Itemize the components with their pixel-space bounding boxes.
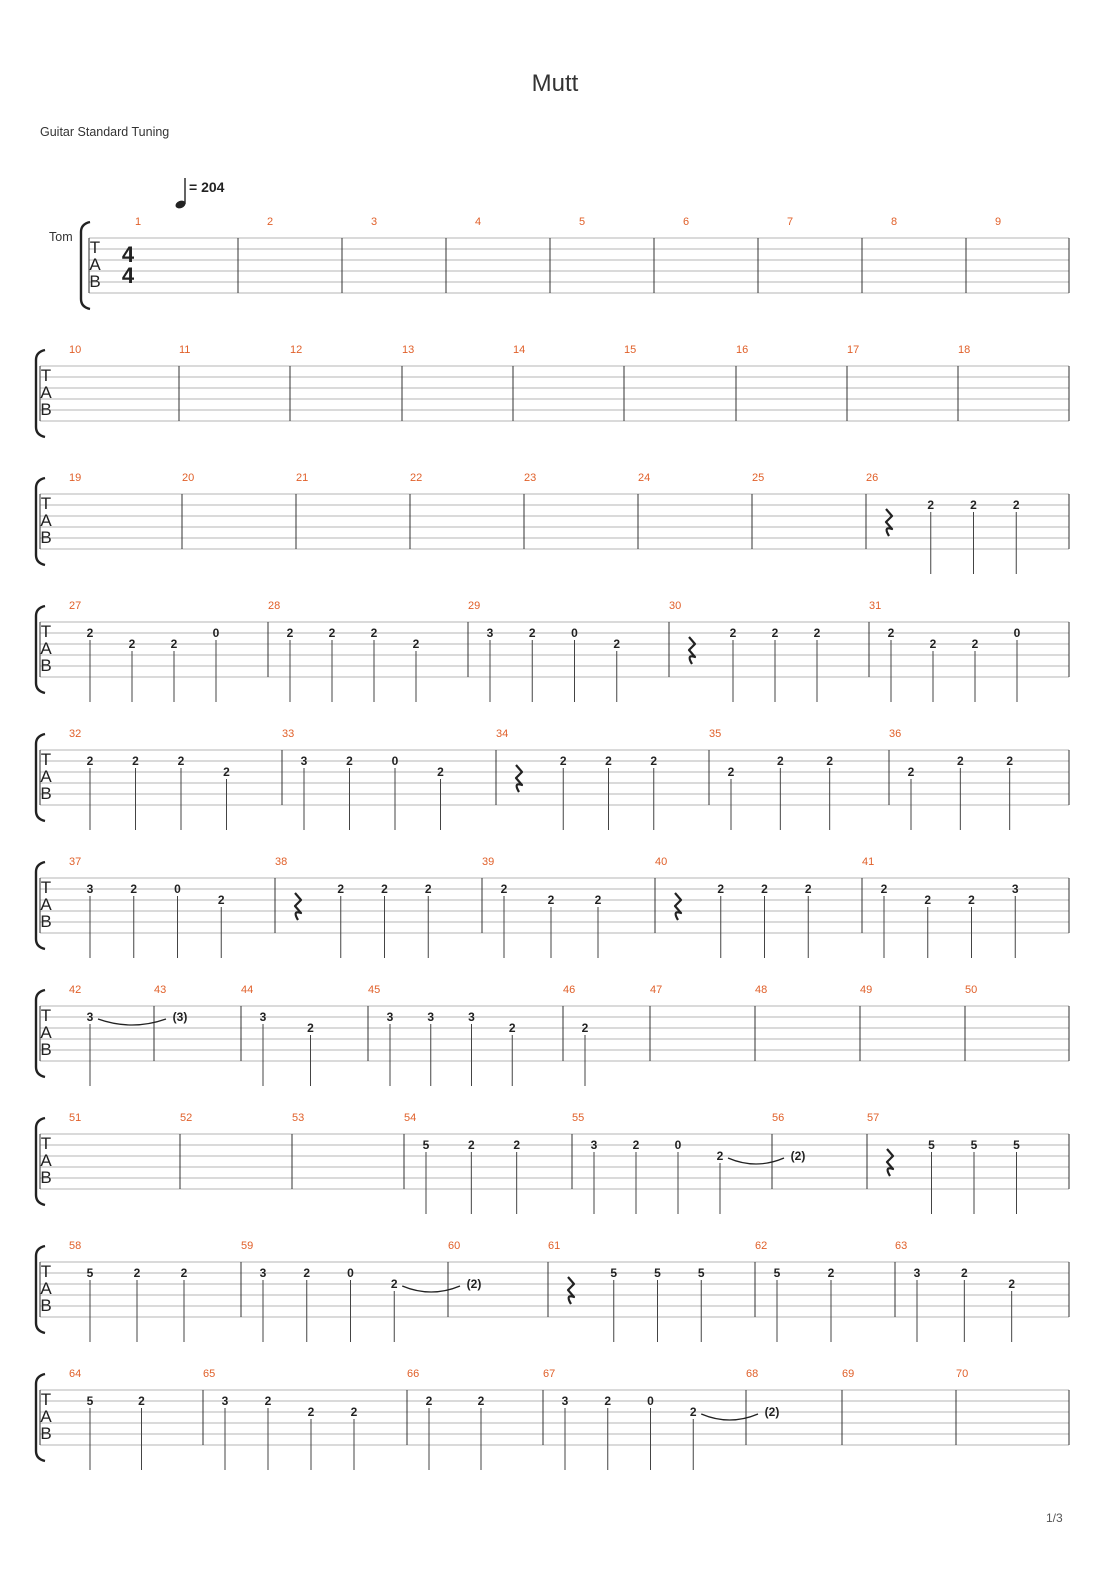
- fret-number: 2: [929, 637, 937, 651]
- fret-number: 2: [467, 1138, 475, 1152]
- time-signature-top: 4: [121, 242, 135, 267]
- staff-system: [36, 344, 1069, 437]
- fret-number: 2: [594, 893, 602, 907]
- tab-clef-letter: B: [40, 1040, 52, 1059]
- measure-number: 67: [543, 1368, 556, 1380]
- measure-number: 64: [69, 1368, 82, 1380]
- measure-number: 12: [290, 344, 303, 356]
- fret-number: 3: [86, 882, 94, 896]
- fret-number: 2: [1012, 498, 1020, 512]
- fret-number: 2: [307, 1405, 315, 1419]
- measure-number: 18: [958, 344, 971, 356]
- fret-number: 2: [477, 1394, 485, 1408]
- fret-number: 2: [381, 882, 388, 896]
- fret-number: 2: [632, 1138, 640, 1152]
- measure-number: 8: [891, 216, 898, 228]
- fret-number: 2: [390, 1277, 398, 1291]
- quarter-rest-icon: [568, 1277, 574, 1304]
- fret-number: 2: [968, 893, 975, 907]
- fret-number: 2: [581, 1021, 589, 1035]
- quarter-rest-icon: [295, 893, 301, 920]
- fret-number: 3: [427, 1010, 435, 1024]
- measure-number: 50: [965, 984, 978, 996]
- fret-number: 5: [86, 1394, 94, 1408]
- fret-number: 0: [347, 1266, 354, 1280]
- measure-number: 2: [267, 216, 274, 228]
- fret-number: 3: [590, 1138, 598, 1152]
- fret-number: 2: [528, 626, 536, 640]
- measure-number: 55: [572, 1112, 585, 1124]
- measure-number: 17: [847, 344, 860, 356]
- fret-number: 5: [86, 1266, 94, 1280]
- measure-number: 69: [842, 1368, 855, 1380]
- fret-number: 2: [370, 626, 378, 640]
- tab-clef-letter: B: [40, 1168, 52, 1187]
- fret-number: 2: [650, 754, 658, 768]
- fret-number: 2: [971, 637, 979, 651]
- measure-number: 23: [524, 472, 537, 484]
- measure-number: 66: [407, 1368, 420, 1380]
- measure-number: 29: [468, 600, 481, 612]
- tab-clef-letter: B: [40, 528, 52, 547]
- measure-number: 61: [548, 1240, 561, 1252]
- fret-number: 3: [300, 754, 308, 768]
- staff-system: [49, 216, 1069, 309]
- measure-number: 39: [482, 856, 495, 868]
- page-number: 1/3: [1046, 1511, 1063, 1525]
- fret-number: 2: [337, 882, 345, 896]
- song-title: Mutt: [531, 70, 579, 97]
- measure-number: 37: [69, 856, 82, 868]
- tab-clef-letter: A: [40, 511, 52, 530]
- tab-clef-letter: T: [40, 1262, 52, 1281]
- fret-number: 3: [486, 626, 494, 640]
- fret-number: 2: [605, 754, 612, 768]
- fret-number: 2: [350, 1405, 358, 1419]
- tab-clef-letter: B: [40, 656, 52, 675]
- tab-clef-letter: A: [40, 767, 52, 786]
- measure-number: 16: [736, 344, 749, 356]
- tab-clef-letter: T: [40, 878, 52, 897]
- tuning-label: Guitar Standard Tuning: [40, 125, 170, 139]
- fret-number: 2: [425, 1394, 433, 1408]
- measure-number: 28: [268, 600, 281, 612]
- fret-number: 2: [827, 1266, 835, 1280]
- fret-number: 2: [133, 1266, 141, 1280]
- fret-number: 2: [727, 765, 735, 779]
- fret-number: 2: [547, 893, 555, 907]
- fret-number: 3: [86, 1010, 94, 1024]
- measure-number: 31: [869, 600, 882, 612]
- fret-number: 2: [604, 1394, 612, 1408]
- fret-number: 2: [217, 893, 225, 907]
- fret-number: (2): [466, 1277, 482, 1291]
- fret-number: 2: [286, 626, 294, 640]
- measure-number: 42: [69, 984, 82, 996]
- fret-number: 2: [804, 882, 812, 896]
- staff-system: [36, 984, 1069, 1086]
- fret-number: 2: [924, 893, 932, 907]
- fret-number: 2: [826, 754, 834, 768]
- fret-number: 2: [513, 1138, 521, 1152]
- measure-number: 3: [371, 216, 378, 228]
- fret-number: 2: [412, 637, 420, 651]
- fret-number: 3: [259, 1010, 267, 1024]
- fret-number: 2: [180, 1266, 188, 1280]
- fret-number: 2: [613, 637, 621, 651]
- tab-clef-letter: T: [40, 1390, 52, 1409]
- fret-number: 5: [654, 1266, 661, 1280]
- tab-clef-letter: A: [40, 1023, 52, 1042]
- quarter-rest-icon: [516, 765, 522, 792]
- fret-number: 3: [221, 1394, 229, 1408]
- fret-number: 2: [1006, 754, 1014, 768]
- tab-clef-letter: T: [40, 750, 52, 769]
- fret-number: 2: [223, 765, 230, 779]
- fret-number: 2: [960, 1266, 968, 1280]
- staff-system: [36, 1368, 1069, 1470]
- fret-number: 5: [610, 1266, 618, 1280]
- fret-number: 3: [468, 1010, 475, 1024]
- tab-clef-letter: A: [40, 895, 52, 914]
- fret-number: 0: [212, 626, 220, 640]
- fret-number: 2: [86, 754, 94, 768]
- measure-number: 62: [755, 1240, 768, 1252]
- fret-number: 5: [697, 1266, 705, 1280]
- staff-system: [36, 600, 1069, 702]
- fret-number: 5: [773, 1266, 781, 1280]
- measure-number: 21: [296, 472, 309, 484]
- fret-number: 2: [813, 626, 821, 640]
- fret-number: 2: [437, 765, 444, 779]
- fret-number: 2: [761, 882, 768, 896]
- measure-number: 4: [475, 216, 482, 228]
- fret-number: 5: [970, 1138, 978, 1152]
- fret-number: 2: [500, 882, 508, 896]
- measure-number: 47: [650, 984, 663, 996]
- fret-number: 2: [559, 754, 567, 768]
- fret-number: 2: [717, 882, 725, 896]
- measure-number: 51: [69, 1112, 82, 1124]
- quarter-rest-icon: [675, 893, 681, 920]
- fret-number: 2: [138, 1394, 145, 1408]
- measure-number: 41: [862, 856, 875, 868]
- measure-number: 13: [402, 344, 415, 356]
- fret-number: 0: [674, 1138, 682, 1152]
- measure-number: 9: [995, 216, 1002, 228]
- measure-number: 24: [638, 472, 651, 484]
- fret-number: 3: [259, 1266, 267, 1280]
- measure-number: 68: [746, 1368, 759, 1380]
- tab-clef-letter: B: [40, 1296, 52, 1315]
- measure-number: 40: [655, 856, 668, 868]
- tab-clef-letter: T: [40, 494, 52, 513]
- track-name: Tom: [49, 230, 73, 244]
- tab-clef-letter: B: [40, 784, 52, 803]
- measure-number: 44: [241, 984, 254, 996]
- measure-number: 10: [69, 344, 82, 356]
- measure-number: 57: [867, 1112, 880, 1124]
- fret-number: 3: [1011, 882, 1019, 896]
- fret-number: 2: [689, 1405, 697, 1419]
- tab-clef-letter: A: [40, 639, 52, 658]
- fret-number: 2: [907, 765, 915, 779]
- fret-number: 2: [86, 626, 94, 640]
- tab-clef-letter: T: [40, 622, 52, 641]
- fret-number: 2: [771, 626, 779, 640]
- tie-arc: [98, 1019, 166, 1025]
- tie-arc: [701, 1414, 758, 1420]
- fret-number: 3: [386, 1010, 394, 1024]
- fret-number: 2: [927, 498, 935, 512]
- tab-clef-letter: B: [89, 272, 101, 291]
- measure-number: 35: [709, 728, 722, 740]
- tab-clef-letter: A: [89, 255, 101, 274]
- fret-number: (3): [172, 1010, 188, 1024]
- tab-clef-letter: T: [40, 1134, 52, 1153]
- fret-number: 2: [132, 754, 139, 768]
- fret-number: 2: [303, 1266, 311, 1280]
- staff-system: [36, 1112, 1069, 1214]
- tab-clef-letter: A: [40, 1279, 52, 1298]
- quarter-rest-icon: [689, 637, 695, 664]
- fret-number: 2: [508, 1021, 516, 1035]
- measure-number: 1: [134, 216, 142, 228]
- staff-system: [36, 856, 1069, 958]
- fret-number: 2: [1008, 1277, 1016, 1291]
- measure-number: 48: [755, 984, 768, 996]
- fret-number: 2: [177, 754, 185, 768]
- staff-system: [36, 472, 1069, 574]
- measure-number: 26: [866, 472, 879, 484]
- fret-number: (2): [764, 1405, 780, 1419]
- fret-number: (2): [790, 1149, 806, 1163]
- measure-number: 11: [179, 344, 191, 356]
- measure-number: 20: [182, 472, 195, 484]
- measure-number: 45: [368, 984, 381, 996]
- fret-number: 0: [647, 1394, 654, 1408]
- fret-number: 2: [956, 754, 964, 768]
- measure-number: 6: [683, 216, 690, 228]
- measure-number: 32: [69, 728, 82, 740]
- quarter-rest-icon: [887, 1149, 893, 1176]
- measure-number: 43: [154, 984, 167, 996]
- measure-number: 25: [752, 472, 765, 484]
- time-signature-bottom: 4: [121, 263, 135, 288]
- measure-number: 36: [889, 728, 902, 740]
- fret-number: 2: [328, 626, 336, 640]
- measure-number: 54: [404, 1112, 417, 1124]
- fret-number: 0: [174, 882, 181, 896]
- measure-number: 14: [513, 344, 526, 356]
- fret-number: 2: [130, 882, 138, 896]
- measure-number: 56: [772, 1112, 785, 1124]
- fret-number: 2: [128, 637, 136, 651]
- fret-number: 2: [264, 1394, 272, 1408]
- staff-system: [36, 728, 1069, 830]
- fret-number: 2: [887, 626, 895, 640]
- tab-clef-letter: A: [40, 1407, 52, 1426]
- measure-number: 60: [448, 1240, 461, 1252]
- fret-number: 5: [928, 1138, 935, 1152]
- measure-number: 15: [624, 344, 637, 356]
- fret-number: 3: [561, 1394, 569, 1408]
- measure-number: 46: [563, 984, 576, 996]
- measure-number: 53: [292, 1112, 305, 1124]
- tab-clef-letter: B: [40, 400, 52, 419]
- measure-number: 19: [69, 472, 82, 484]
- measure-number: 70: [956, 1368, 969, 1380]
- measure-number: 27: [69, 600, 82, 612]
- fret-number: 0: [1013, 626, 1021, 640]
- measure-number: 58: [69, 1240, 82, 1252]
- fret-number: 2: [970, 498, 977, 512]
- fret-number: 2: [729, 626, 737, 640]
- measure-number: 30: [669, 600, 682, 612]
- tab-clef-letter: T: [89, 238, 101, 257]
- measure-number: 33: [282, 728, 295, 740]
- measure-number: 38: [275, 856, 288, 868]
- measure-number: 52: [180, 1112, 193, 1124]
- fret-number: 0: [571, 626, 578, 640]
- fret-number: 2: [776, 754, 784, 768]
- tab-clef-letter: A: [40, 383, 52, 402]
- tempo-value: = 204: [189, 179, 225, 195]
- measure-number: 22: [410, 472, 423, 484]
- tab-clef-letter: B: [40, 1424, 52, 1443]
- measure-number: 59: [241, 1240, 254, 1252]
- measure-number: 5: [579, 216, 586, 228]
- staff-system: [36, 1240, 1069, 1342]
- tie-arc: [402, 1286, 460, 1292]
- measure-number: 49: [860, 984, 873, 996]
- measure-number: 63: [895, 1240, 908, 1252]
- fret-number: 5: [422, 1138, 430, 1152]
- fret-number: 2: [716, 1149, 724, 1163]
- fret-number: 5: [1013, 1138, 1020, 1152]
- quarter-rest-icon: [886, 509, 892, 536]
- fret-number: 2: [170, 637, 178, 651]
- fret-number: 3: [913, 1266, 921, 1280]
- tie-arc: [728, 1158, 784, 1164]
- fret-number: 2: [880, 882, 888, 896]
- tab-clef-letter: T: [40, 366, 52, 385]
- measure-number: 65: [203, 1368, 216, 1380]
- fret-number: 2: [424, 882, 432, 896]
- measure-number: 7: [787, 216, 794, 228]
- fret-number: 0: [391, 754, 399, 768]
- fret-number: 2: [307, 1021, 314, 1035]
- fret-number: 2: [346, 754, 353, 768]
- tab-clef-letter: A: [40, 1151, 52, 1170]
- tab-clef-letter: B: [40, 912, 52, 931]
- measure-number: 34: [496, 728, 509, 740]
- tab-clef-letter: T: [40, 1006, 52, 1025]
